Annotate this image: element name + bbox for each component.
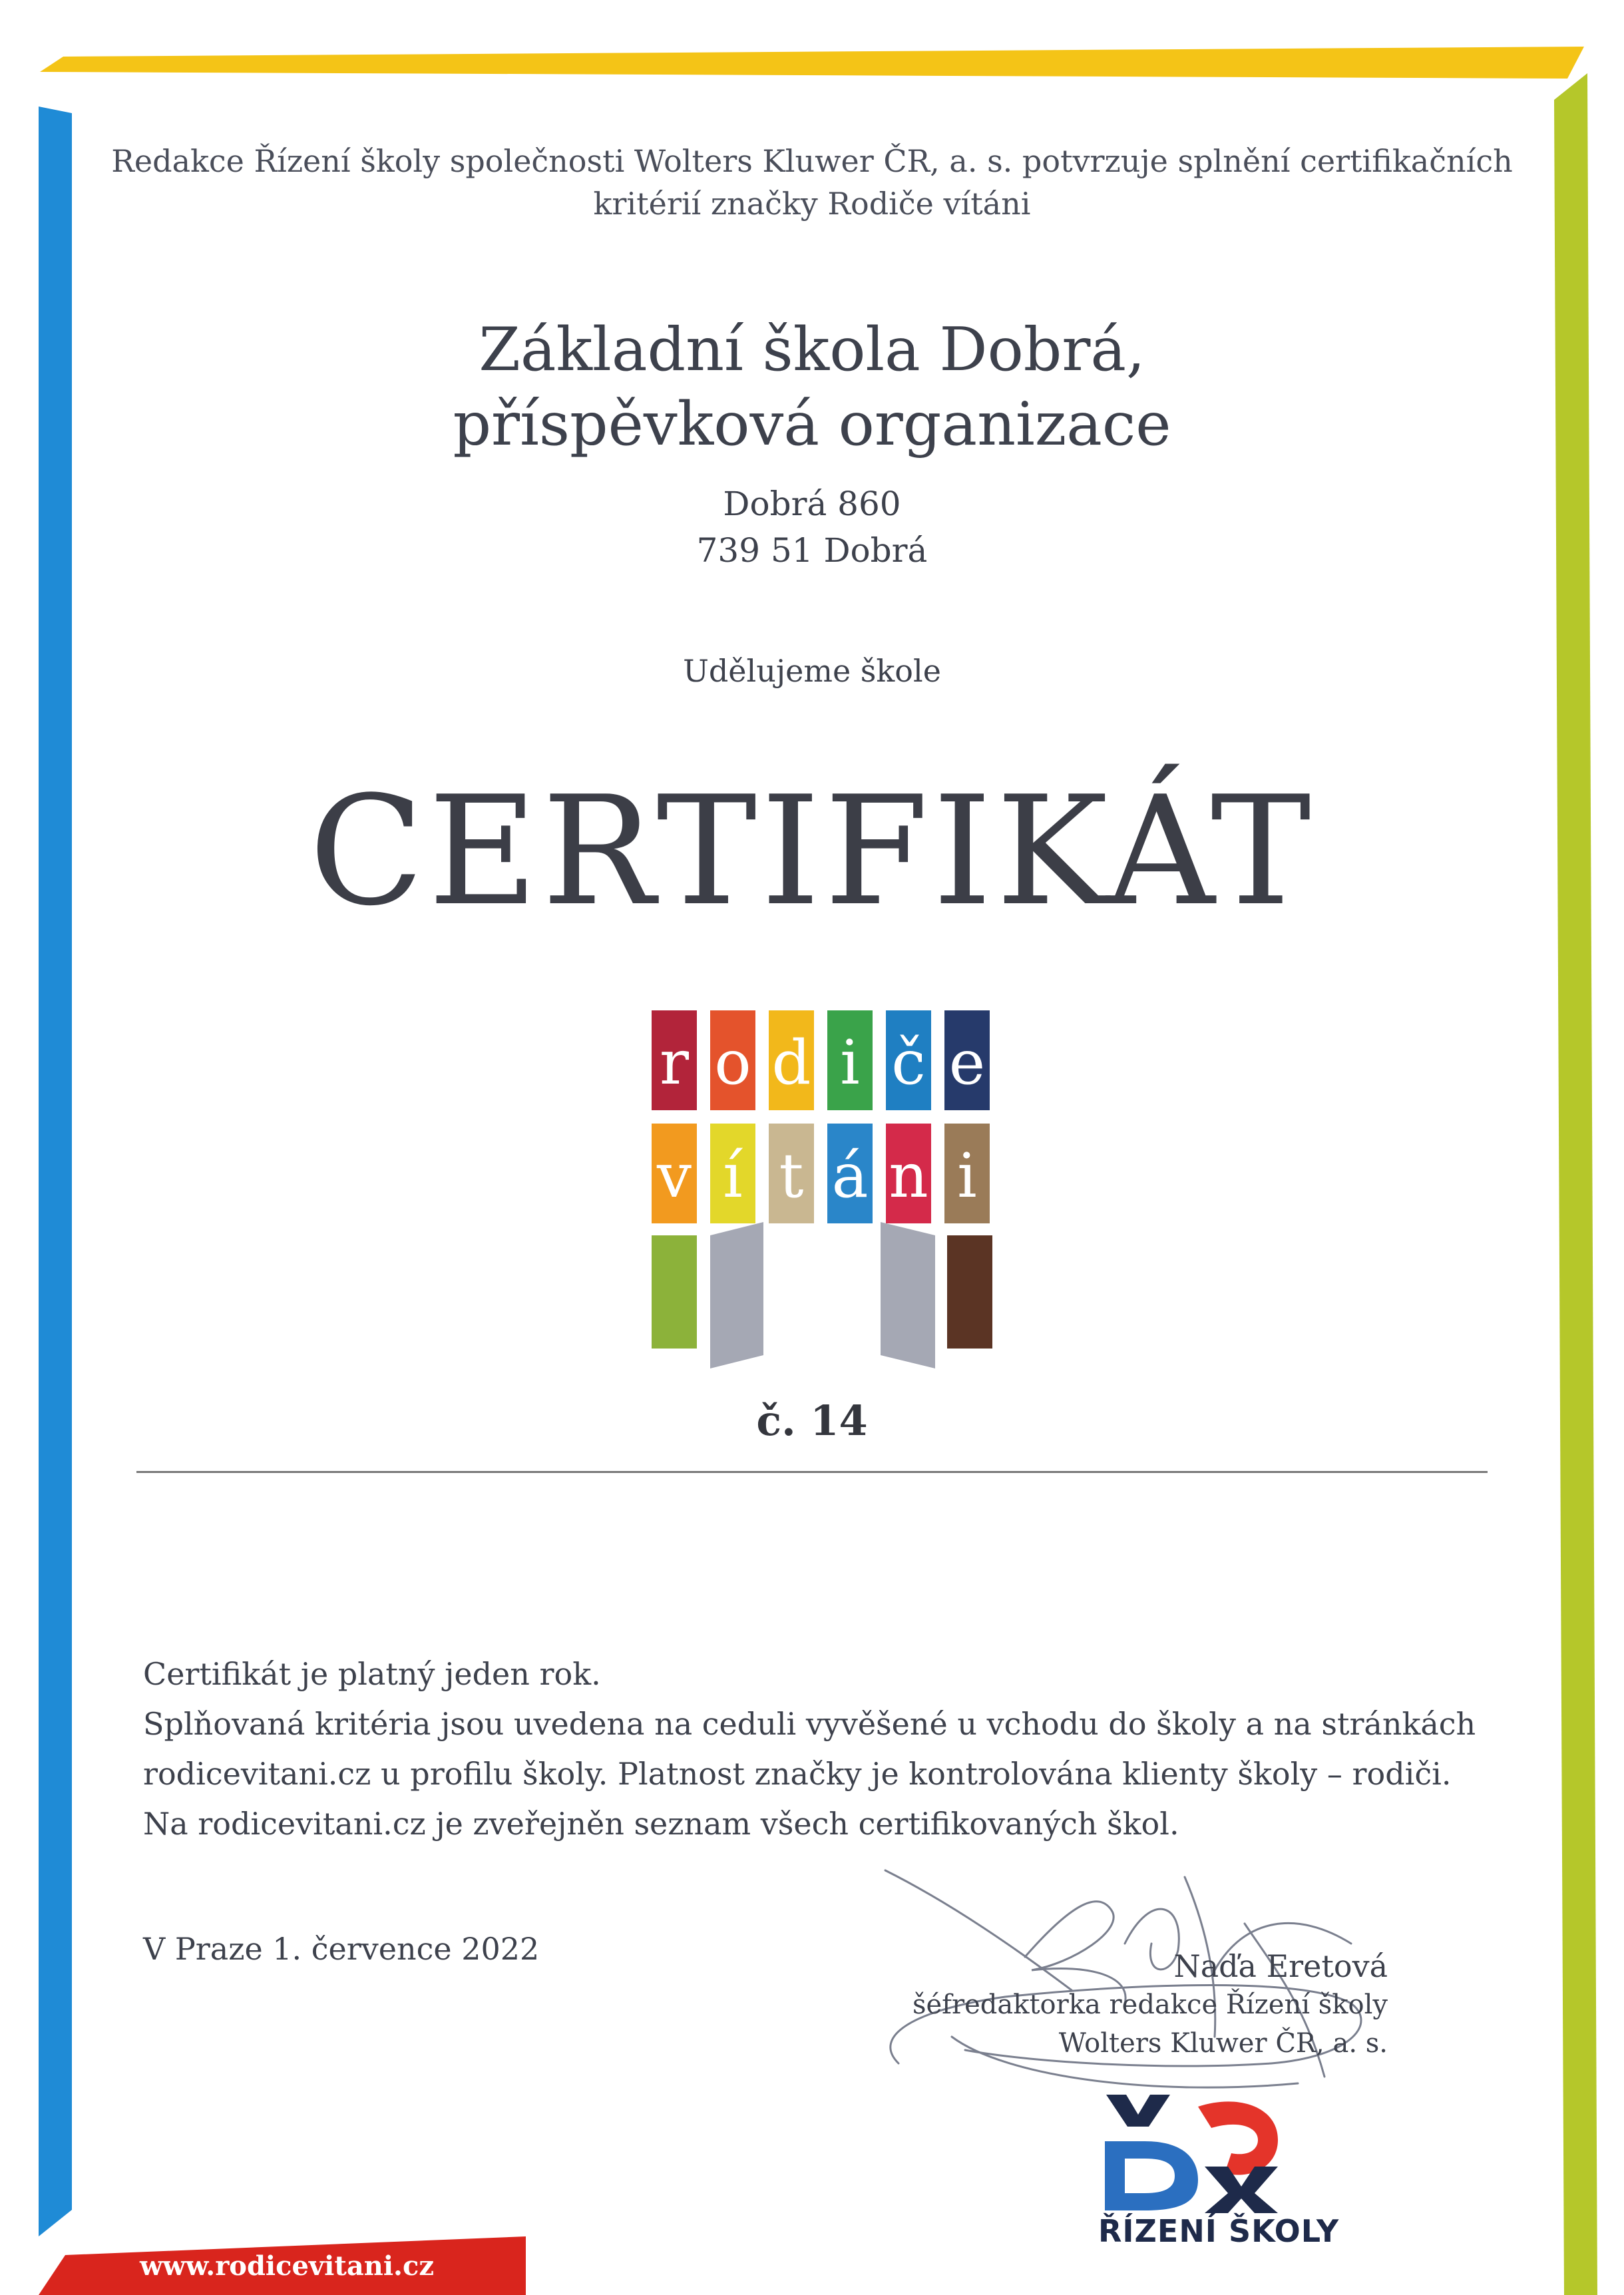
logo-letter-rodice-2: d — [771, 1027, 811, 1098]
terms-line2: Splňovaná kritéria jsou uvedena na ceduli vyvěšené u vchodu do školy a na stránkách — [143, 1706, 1476, 1742]
logo-bar-green — [652, 1235, 697, 1349]
issuer-statement-line1: Redakce Řízení školy společnosti Wolters Kluwer ČR, a. s. potvrzuje splnění certifikačních — [111, 143, 1513, 179]
issuer-statement-line2: kritérií značky Rodiče vítáni — [593, 186, 1031, 222]
issuer-statement — [0, 140, 1624, 225]
signatory-company: Wolters Kluwer ČR, a. s. — [1058, 2028, 1388, 2059]
frame-top-bar — [40, 47, 1584, 79]
school-name-line1: Základní škola Dobrá, — [479, 315, 1145, 385]
school-address-line1: Dobrá 860 — [723, 485, 901, 523]
logo-swirl-red — [1198, 2101, 1278, 2175]
signatory-role: šéfredaktorka redakce Řízení školy — [912, 1989, 1388, 2020]
rizeni-skoly-logo-mark — [1098, 2080, 1298, 2213]
logo-letter-vitani-5: i — [957, 1140, 977, 1211]
logo-letter-vitani-1: í — [723, 1140, 743, 1211]
school-address — [0, 481, 1624, 574]
terms-line3: rodicevitani.cz u profilu školy. Platnost značky je kontrolována klienty školy – rodiči. — [143, 1756, 1452, 1792]
place-and-date: V Praze 1. července 2022 — [143, 1931, 540, 1967]
terms-line1: Certifikát je platný jeden rok. — [143, 1656, 601, 1692]
logo-d-shape — [1105, 2141, 1198, 2210]
logo-bar-brown — [947, 1235, 992, 1349]
grant-text: Udělujeme škole — [683, 653, 941, 689]
rodice-vitani-logo — [649, 1010, 995, 1370]
logo-row-vitani — [652, 1124, 990, 1223]
divider-line — [136, 1471, 1488, 1473]
logo-letter-vitani-0: v — [657, 1140, 692, 1211]
logo-row-rodice — [652, 1010, 990, 1110]
logo-letter-rodice-0: r — [660, 1027, 689, 1098]
logo-caron-mark — [1106, 2095, 1170, 2127]
school-name — [0, 313, 1624, 462]
logo-letter-rodice-5: e — [948, 1027, 986, 1098]
logo-letter-vitani-2: t — [779, 1140, 804, 1211]
certificate-terms — [143, 1649, 1474, 1849]
school-name-line2: příspěvková organizace — [453, 389, 1171, 459]
website-link[interactable]: www.rodicevitani.cz — [140, 2250, 435, 2282]
logo-door-left — [710, 1222, 763, 1368]
logo-letter-vitani-3: á — [831, 1140, 869, 1211]
signatory-name: Naďa Eretová — [1173, 1948, 1388, 1984]
logo-letter-vitani-4: n — [889, 1140, 928, 1211]
certificate-number: č. 14 — [756, 1396, 868, 1445]
signatory-block — [913, 1947, 1388, 2063]
logo-letter-rodice-3: i — [840, 1027, 860, 1098]
logo-letter-rodice-1: o — [714, 1027, 751, 1098]
logo-letter-rodice-4: č — [891, 1027, 926, 1098]
terms-line4: Na rodicevitani.cz je zveřejněn seznam všech certifikovaných škol. — [143, 1806, 1179, 1842]
logo-door-right — [881, 1222, 935, 1368]
certificate-title: CERTIFIKÁT — [309, 764, 1315, 939]
school-address-line2: 739 51 Dobrá — [696, 531, 928, 570]
rizeni-skoly-brand-name: ŘÍZENÍ ŠKOLY — [1098, 2213, 1340, 2249]
